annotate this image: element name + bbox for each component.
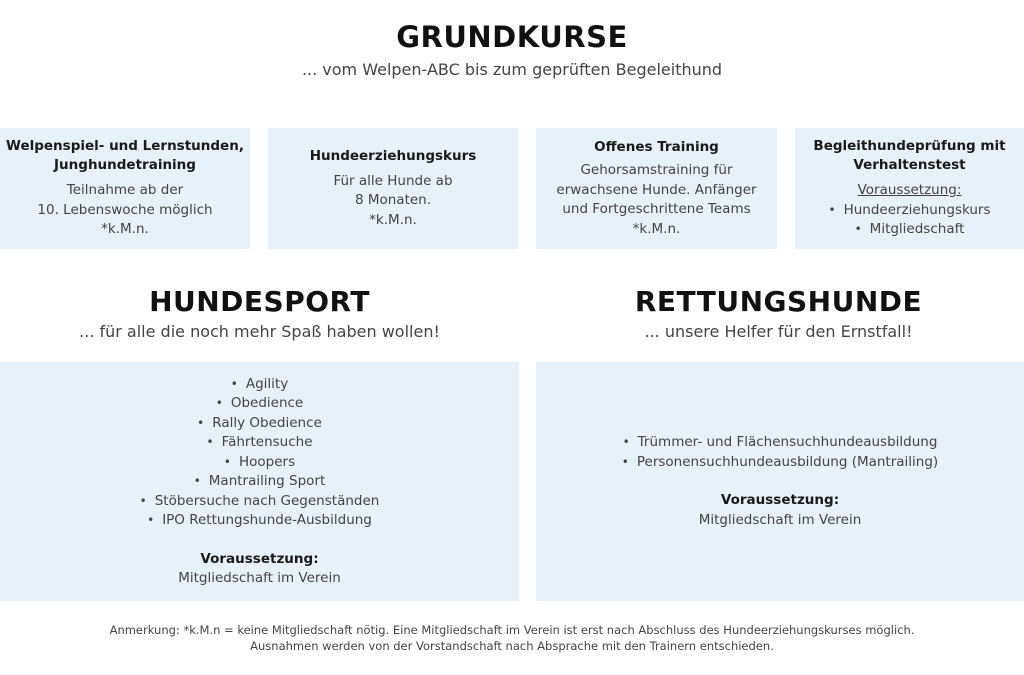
bullet-icon: • [230, 376, 238, 391]
list-item: • Obedience [140, 394, 380, 414]
hundesport-box [0, 362, 519, 601]
requirement-list [828, 201, 990, 240]
list-item: • Mantrailing Sport [140, 472, 380, 492]
list-item: • Stöbersuche nach Gegenständen [140, 492, 380, 512]
grundkurse-subtitle: ... vom Welpen-ABC bis zum geprüften Begeleithund [301, 60, 723, 79]
list-item: • Agility [140, 375, 380, 395]
footnote-line-1: Anmerkung: *k.M.n = keine Mitgliedschaft nötig. Eine Mitgliedschaft im Verein ist erst nach Abschluss des Hundeerziehungskurses möglich. [109, 623, 915, 637]
bullet-icon: • [828, 202, 836, 217]
card-text: Teilnahme ab der 10. Lebenswoche möglich *k.M.n. [37, 182, 213, 238]
rettungshunde-subtitle: ... unsere Helfer für den Ernstfall! [644, 322, 913, 341]
list-item: • Trümmer- und Flächensuchhundeausbildung [622, 433, 938, 453]
rettungshunde-box [536, 362, 1024, 601]
list-item: • Fährtensuche [140, 433, 380, 453]
hundesport-title: HUNDESPORT [149, 285, 370, 318]
card-title: Hundeerziehungskurs [309, 147, 477, 164]
grundkurse-title: GRUNDKURSE [396, 20, 628, 54]
list-item: • Personensuchhundeausbildung (Mantrailing) [622, 453, 938, 473]
requirement-text: Mitgliedschaft im Verein [178, 570, 341, 586]
requirement-label: Voraussetzung: [857, 182, 962, 199]
requirement-text: Mitgliedschaft im Verein [698, 511, 862, 528]
bullet-icon: • [223, 454, 231, 469]
bullet-icon: • [622, 435, 630, 449]
bullet-icon: • [215, 396, 223, 410]
bullet-icon: • [147, 513, 155, 527]
bullet-icon: • [139, 493, 147, 508]
card-title: Offenes Training [594, 139, 719, 155]
list-item: • Rally Obedience [140, 414, 380, 434]
list-item: • Hoopers [140, 453, 380, 473]
card-offenes-training [536, 128, 777, 249]
card-hundeerziehungskurs [268, 128, 518, 249]
requirement-label: Voraussetzung: [720, 492, 840, 508]
list-item: • Hundeerziehungskurs [828, 201, 990, 221]
card-title: Begleithundeprüfung mit Verhaltenstest [813, 138, 1006, 174]
bullet-icon: • [206, 435, 214, 449]
rettungshunde-title: RETTUNGSHUNDE [634, 285, 923, 318]
card-title: Welpenspiel- und Lernstunden, Junghundetraining [6, 138, 244, 174]
list-item: • IPO Rettungshunde-Ausbildung [140, 511, 380, 531]
hundesport-subtitle: ... für alle die noch mehr Spaß haben wollen! [79, 322, 440, 341]
requirement-label: Voraussetzung: [200, 550, 319, 567]
card-begleithundepruefung [795, 128, 1024, 249]
footnote [0, 622, 1024, 654]
card-text: Für alle Hunde ab 8 Monaten. *k.M.n. [333, 172, 453, 228]
bullet-icon: • [621, 454, 629, 469]
card-welpenspiel [0, 128, 250, 249]
rettungshunde-list [622, 433, 938, 472]
footnote-line-2: Ausnahmen werden von der Vorstandschaft nach Absprache mit den Trainern entschieden. [250, 639, 774, 653]
bullet-icon: • [197, 415, 205, 430]
list-item: • Mitgliedschaft [828, 220, 990, 240]
card-text: Gehorsamstraining für erwachsene Hunde. Anfänger und Fortgeschrittene Teams *k.M.n. [556, 162, 757, 237]
bullet-icon: • [854, 222, 862, 237]
hundesport-list [140, 375, 380, 531]
bullet-icon: • [193, 474, 201, 488]
